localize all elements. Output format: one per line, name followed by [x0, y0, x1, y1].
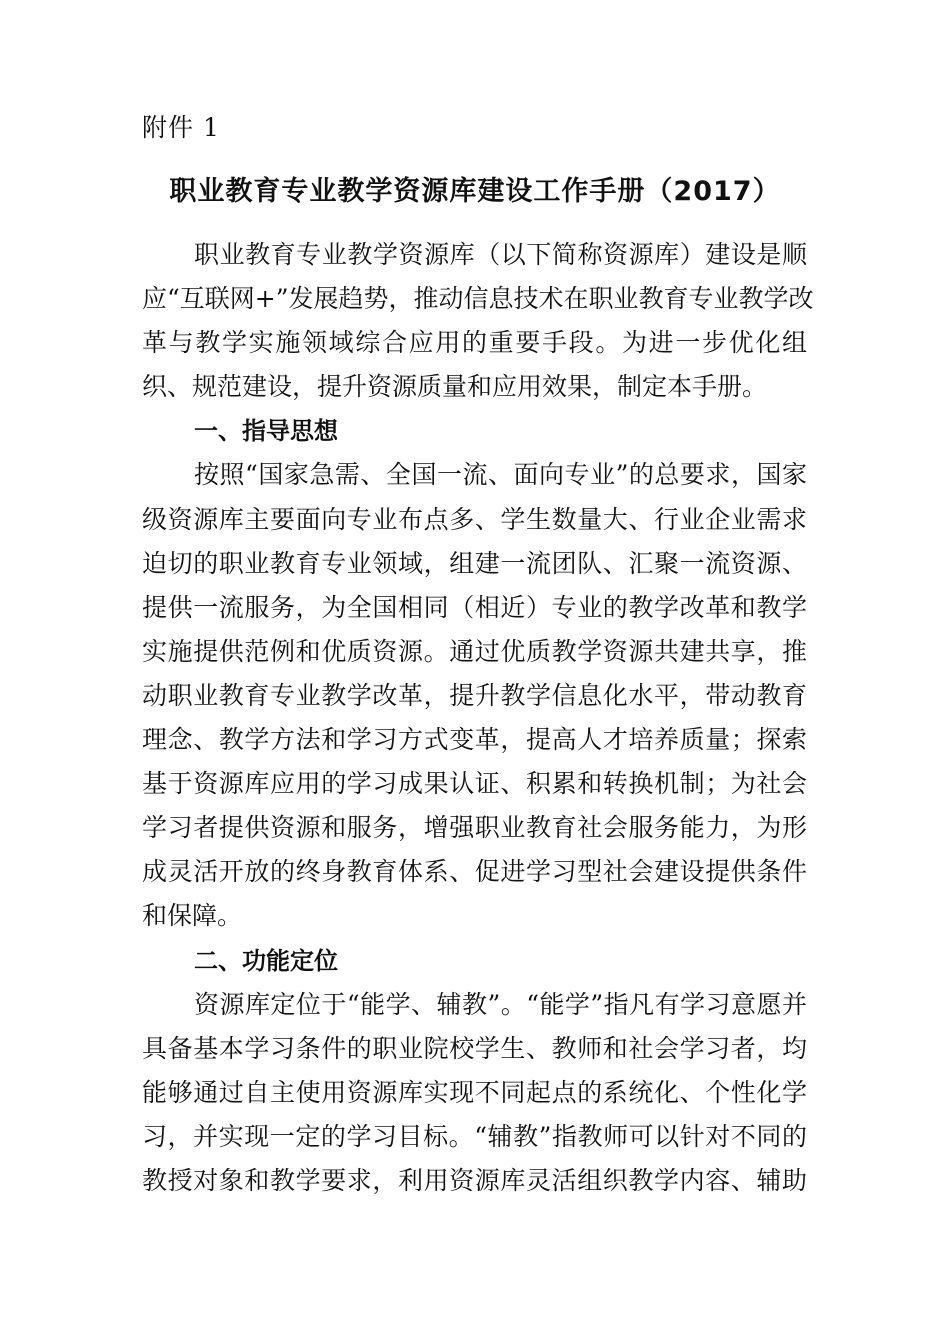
- intro-paragraph: [142, 233, 814, 409]
- text-line: 成灵活开放的终身教育体系、促进学习型社会建设提供条件: [142, 857, 807, 887]
- section-heading-guiding-ideology: 一、指导思想: [194, 417, 338, 446]
- text-line: 具备基本学习条件的职业院校学生、教师和社会学习者，均: [142, 1033, 807, 1063]
- text-line: 按照“国家急需、全国一流、面向专业”的总要求，国家: [194, 460, 807, 490]
- function-positioning-paragraph: [142, 983, 807, 1203]
- text-line: 级资源库主要面向专业布点多、学生数量大、行业企业需求: [142, 504, 807, 534]
- attachment-label: 附件 1: [142, 113, 220, 142]
- text-line: 实施提供范例和优质资源。通过优质教学资源共建共享，推: [142, 636, 807, 666]
- text-line: 学习者提供资源和服务，增强职业教育社会服务能力，为形: [142, 813, 807, 843]
- text-line: 职业教育专业教学资源库（以下简称资源库）建设是顺: [194, 240, 807, 269]
- text-line: 资源库定位于“能学、辅教”。“能学”指凡有学习意愿并: [194, 989, 807, 1019]
- text-line: 教授对象和教学要求，利用资源库灵活组织教学内容、辅助: [142, 1165, 807, 1195]
- document-body: [142, 233, 814, 1203]
- text-line: 习，并实现一定的学习目标。“辅教”指教师可以针对不同的: [142, 1121, 807, 1151]
- text-line: 动职业教育专业教学改革，提升教学信息化水平，带动教育: [142, 680, 807, 710]
- text-line: 革与教学实施领域综合应用的重要手段。为进一步优化组: [142, 328, 807, 358]
- text-line: 迫切的职业教育专业领域，组建一流团队、汇聚一流资源、: [142, 548, 807, 578]
- text-line: 应“互联网+”发展趋势，推动信息技术在职业教育专业教学改: [142, 284, 814, 314]
- section-heading-function-positioning: 二、功能定位: [194, 946, 338, 975]
- text-line: 基于资源库应用的学习成果认证、积累和转换机制；为社会: [142, 769, 807, 799]
- text-line: 和保障。: [142, 901, 243, 931]
- text-line: 提供一流服务，为全国相同（相近）专业的教学改革和教学: [142, 592, 807, 622]
- text-line: 理念、教学方法和学习方式变革，提高人才培养质量；探索: [142, 725, 807, 755]
- document-title: 职业教育专业教学资源库建设工作手册（2017）: [169, 176, 781, 207]
- text-line: 能够通过自主使用资源库实现不同起点的系统化、个性化学: [142, 1077, 807, 1107]
- text-line: 织、规范建设，提升资源质量和应用效果，制定本手册。: [142, 372, 768, 402]
- guiding-ideology-paragraph: [142, 453, 807, 938]
